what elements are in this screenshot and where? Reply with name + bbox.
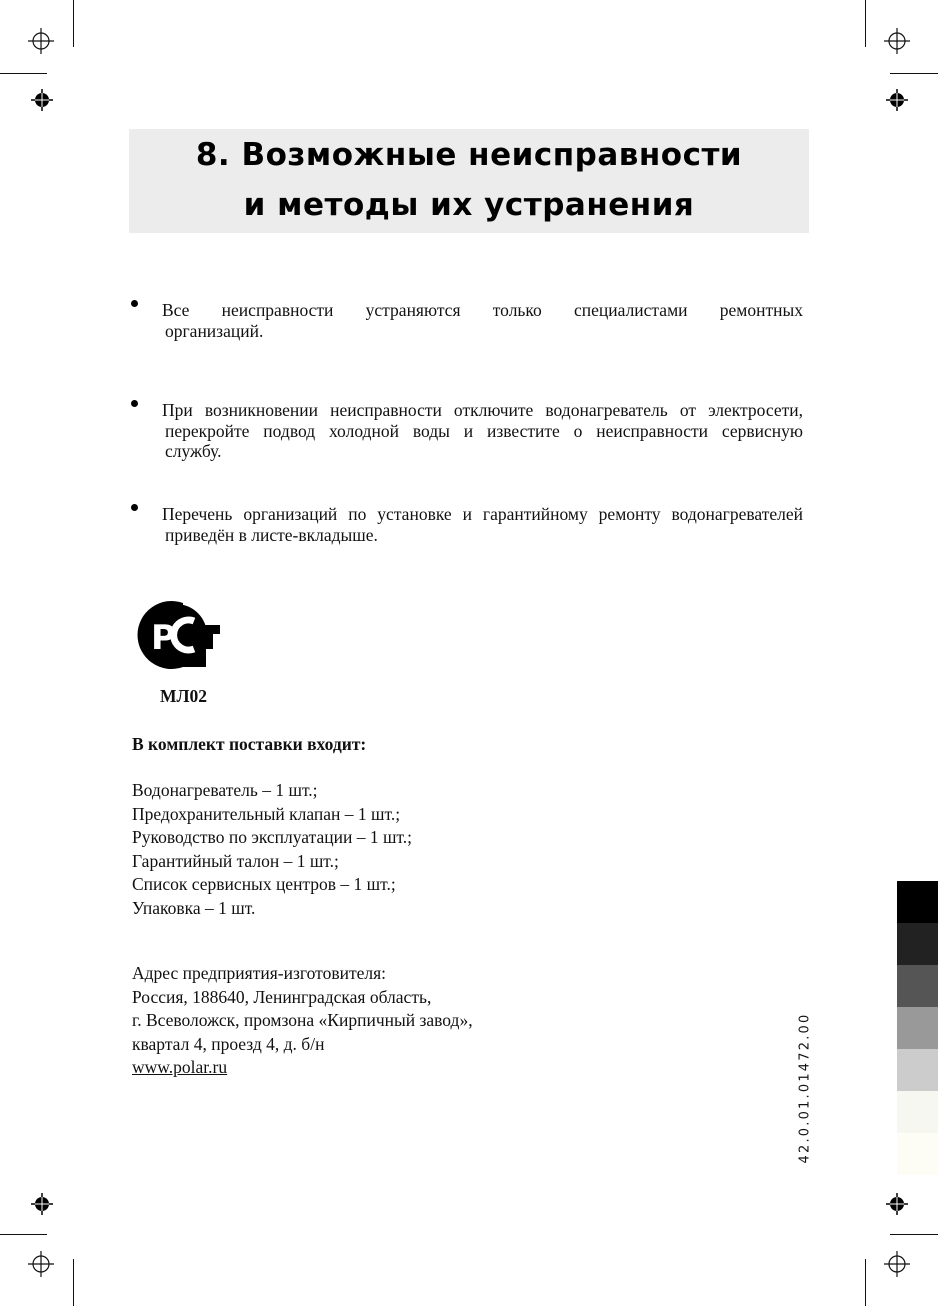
bullet-line: При возникновении неисправности отключите водонагреватель от электросети,	[162, 400, 803, 420]
address-line: квартал 4, проезд 4, д. б/н	[132, 1033, 325, 1054]
bullet-item	[162, 400, 803, 462]
svg-text:P: P	[151, 618, 176, 658]
bullet-line: Перечень организаций по установке и гарантийному ремонту водонагревателей	[162, 504, 803, 524]
address-line: Россия, 188640, Ленинградская область,	[132, 986, 432, 1007]
list-item: Водонагреватель – 1 шт.;	[132, 780, 318, 800]
bullet-icon	[131, 504, 138, 511]
manufacturer-address	[132, 962, 473, 1080]
bullet-item	[162, 300, 803, 341]
registration-dot-icon	[886, 89, 908, 111]
document-code: 42.0.01.01472.00	[797, 1012, 813, 1164]
registration-mark-icon	[884, 1251, 910, 1277]
registration-mark-icon	[28, 28, 54, 54]
registration-dot-icon	[31, 89, 53, 111]
list-item: Список сервисных центров – 1 шт.;	[132, 874, 396, 894]
bullet-item	[162, 504, 803, 545]
certification-logo-icon	[136, 599, 222, 671]
list-item: Упаковка – 1 шт.	[132, 897, 256, 918]
address-label: Адрес предприятия-изготовителя:	[132, 963, 387, 983]
registration-dot-icon	[886, 1193, 908, 1215]
color-swatch	[897, 1049, 938, 1091]
bullet-line: приведён в листе-вкладыше.	[165, 524, 378, 545]
color-swatch	[897, 965, 938, 1007]
list-item: Руководство по эксплуатации – 1 шт.;	[132, 827, 412, 847]
bullet-line: Все неисправности устраняются только специалистами ремонтных	[162, 300, 803, 320]
color-swatch	[897, 881, 938, 923]
kit-list	[132, 779, 412, 920]
registration-dot-icon	[31, 1193, 53, 1215]
certification-code: МЛ02	[160, 686, 208, 706]
list-item: Гарантийный талон – 1 шт.;	[132, 850, 339, 871]
bullet-icon	[131, 400, 138, 407]
registration-mark-icon	[884, 28, 910, 54]
bullet-line: службу.	[165, 441, 222, 461]
bullet-line: организаций.	[165, 320, 264, 341]
registration-mark-icon	[28, 1251, 54, 1277]
section-title-line-2: и методы их устранения	[243, 187, 695, 223]
color-swatch	[897, 923, 938, 965]
color-swatch	[897, 1133, 938, 1175]
kit-title: В комплект поставки входит:	[132, 734, 367, 754]
bullet-icon	[131, 300, 138, 307]
color-swatch	[897, 1007, 938, 1049]
bullet-line: перекройте подвод холодной воды и известите о неисправности сервисную	[165, 420, 803, 441]
website-link[interactable]: www.polar.ru	[132, 1057, 228, 1077]
address-line: г. Всеволожск, промзона «Кирпичный завод»,	[132, 1010, 473, 1030]
list-item: Предохранительный клапан – 1 шт.;	[132, 803, 401, 824]
section-title-box	[129, 129, 809, 233]
section-title-line-1: 8. Возможные неисправности	[195, 137, 743, 173]
color-swatch	[897, 1091, 938, 1133]
